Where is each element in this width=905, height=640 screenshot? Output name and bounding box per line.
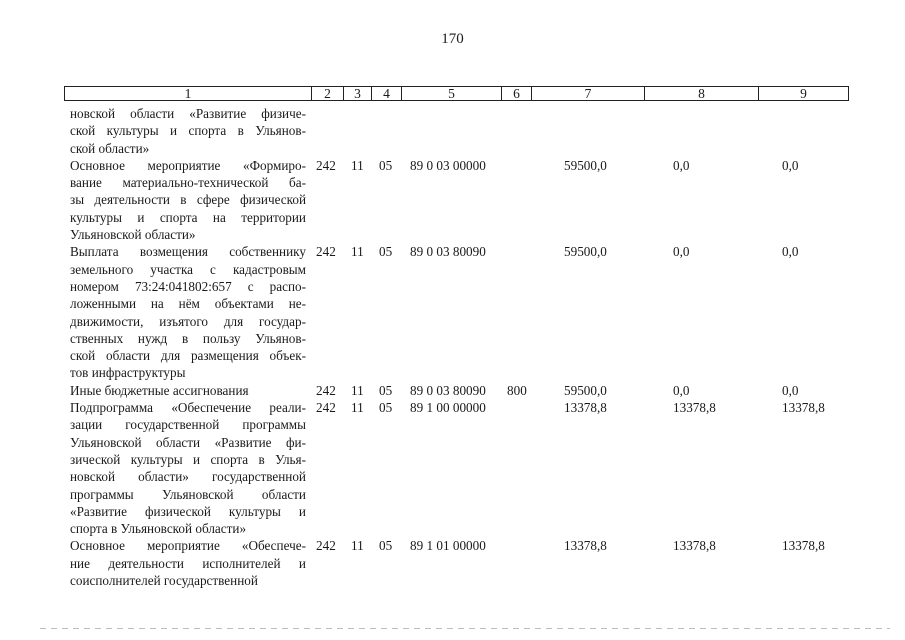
description-line: вание материально-технической ба- xyxy=(70,175,306,191)
cell-col-8: 0,0 xyxy=(673,157,690,173)
row-description xyxy=(64,157,306,243)
description-line: Основное мероприятие «Формиро- xyxy=(70,157,306,173)
header-col-7: 7 xyxy=(532,87,645,100)
cell-col-8: 0,0 xyxy=(673,244,690,260)
cell-col-2: 242 xyxy=(316,157,336,173)
cell-col-4: 05 xyxy=(379,400,393,416)
cell-col-2: 242 xyxy=(316,400,336,416)
description-line: «Развитие физической культуры и xyxy=(70,503,306,519)
description-line: Ульяновской области «Развитие фи- xyxy=(70,434,306,450)
cell-col-4: 05 xyxy=(379,382,393,398)
cell-col-9: 0,0 xyxy=(782,157,799,173)
description-line: новской области «Развитие физиче- xyxy=(70,106,306,121)
header-col-5: 5 xyxy=(402,87,502,100)
table-row xyxy=(64,157,849,243)
scan-artifact-line xyxy=(40,628,890,629)
description-line: тов инфраструктуры xyxy=(70,365,186,381)
cell-col-8: 0,0 xyxy=(673,382,690,398)
cell-col-7: 59500,0 xyxy=(564,157,607,173)
cell-col-9: 13378,8 xyxy=(782,538,825,554)
table-row xyxy=(64,382,849,399)
cell-col-2: 242 xyxy=(316,538,336,554)
table-row xyxy=(64,537,849,589)
cell-col-9: 0,0 xyxy=(782,244,799,260)
description-line: ской культуры и спорта в Ульянов- xyxy=(70,123,306,139)
cell-col-5: 89 0 03 00000 xyxy=(410,157,486,173)
page-number: 170 xyxy=(441,31,464,47)
description-line: Подпрограмма «Обеспечение реали- xyxy=(70,400,306,416)
description-line: программы Ульяновской области xyxy=(70,486,306,502)
description-line: зации государственной программы xyxy=(70,417,306,433)
cell-col-5: 89 0 03 80090 xyxy=(410,244,486,260)
table-row xyxy=(64,399,849,537)
header-col-1: 1 xyxy=(65,87,312,100)
table-row xyxy=(64,105,849,157)
table-body xyxy=(64,105,849,589)
row-description xyxy=(64,399,306,537)
description-line: Основное мероприятие «Обеспече- xyxy=(70,538,306,554)
cell-col-3: 11 xyxy=(351,400,364,416)
description-line: Выплата возмещения собственнику xyxy=(70,244,306,260)
description-line: земельного участка с кадастровым xyxy=(70,261,306,277)
cell-col-2: 242 xyxy=(316,382,336,398)
cell-col-7: 59500,0 xyxy=(564,244,607,260)
description-line: ние деятельности исполнителей и xyxy=(70,555,306,571)
description-line: зы деятельности в сфере физической xyxy=(70,192,306,208)
description-line: спорта в Ульяновской области» xyxy=(70,521,247,537)
cell-col-4: 05 xyxy=(379,538,393,554)
cell-col-4: 05 xyxy=(379,244,393,260)
header-col-8: 8 xyxy=(645,87,759,100)
header-col-3: 3 xyxy=(344,87,372,100)
cell-col-3: 11 xyxy=(351,157,364,173)
cell-col-3: 11 xyxy=(351,538,364,554)
cell-col-3: 11 xyxy=(351,382,364,398)
description-line: соисполнителей государственной xyxy=(70,573,258,589)
description-line: культуры и спорта на территории xyxy=(70,209,306,225)
cell-col-9: 13378,8 xyxy=(782,400,825,416)
cell-col-5: 89 1 00 00000 xyxy=(410,400,486,416)
row-description xyxy=(64,537,306,589)
row-description xyxy=(64,382,306,399)
cell-col-7: 59500,0 xyxy=(564,382,607,398)
cell-col-2: 242 xyxy=(316,244,336,260)
cell-col-6: 800 xyxy=(507,382,527,398)
header-col-2: 2 xyxy=(312,87,344,100)
row-description xyxy=(64,243,306,381)
header-col-4: 4 xyxy=(372,87,402,100)
cell-col-8: 13378,8 xyxy=(673,538,716,554)
header-col-9: 9 xyxy=(800,86,807,101)
cell-col-7: 13378,8 xyxy=(564,538,607,554)
cell-col-3: 11 xyxy=(351,244,364,260)
cell-col-7: 13378,8 xyxy=(564,400,607,416)
description-line: ственных нужд в пользу Ульянов- xyxy=(70,330,306,346)
cell-col-4: 05 xyxy=(379,157,393,173)
description-line: Ульяновской области» xyxy=(70,227,196,243)
description-line: Иные бюджетные ассигнования xyxy=(70,382,249,398)
description-line: ложенными на нём объектами не- xyxy=(70,296,306,312)
description-line: номером 73:24:041802:657 с распо- xyxy=(70,278,306,294)
cell-col-9: 0,0 xyxy=(782,382,799,398)
table-row xyxy=(64,243,849,381)
table-header-row xyxy=(64,86,849,101)
description-line: ской области» xyxy=(70,140,150,156)
row-description xyxy=(64,105,306,157)
cell-col-5: 89 0 03 80090 xyxy=(410,382,486,398)
cell-col-8: 13378,8 xyxy=(673,400,716,416)
description-line: ской области для размещения объек- xyxy=(70,348,306,364)
header-col-6: 6 xyxy=(502,87,532,100)
description-line: новской области» государственной xyxy=(70,469,306,485)
description-line: зической культуры и спорта в Улья- xyxy=(70,451,306,467)
description-line: движимости, изъятого для государ- xyxy=(70,313,306,329)
cell-col-5: 89 1 01 00000 xyxy=(410,538,486,554)
